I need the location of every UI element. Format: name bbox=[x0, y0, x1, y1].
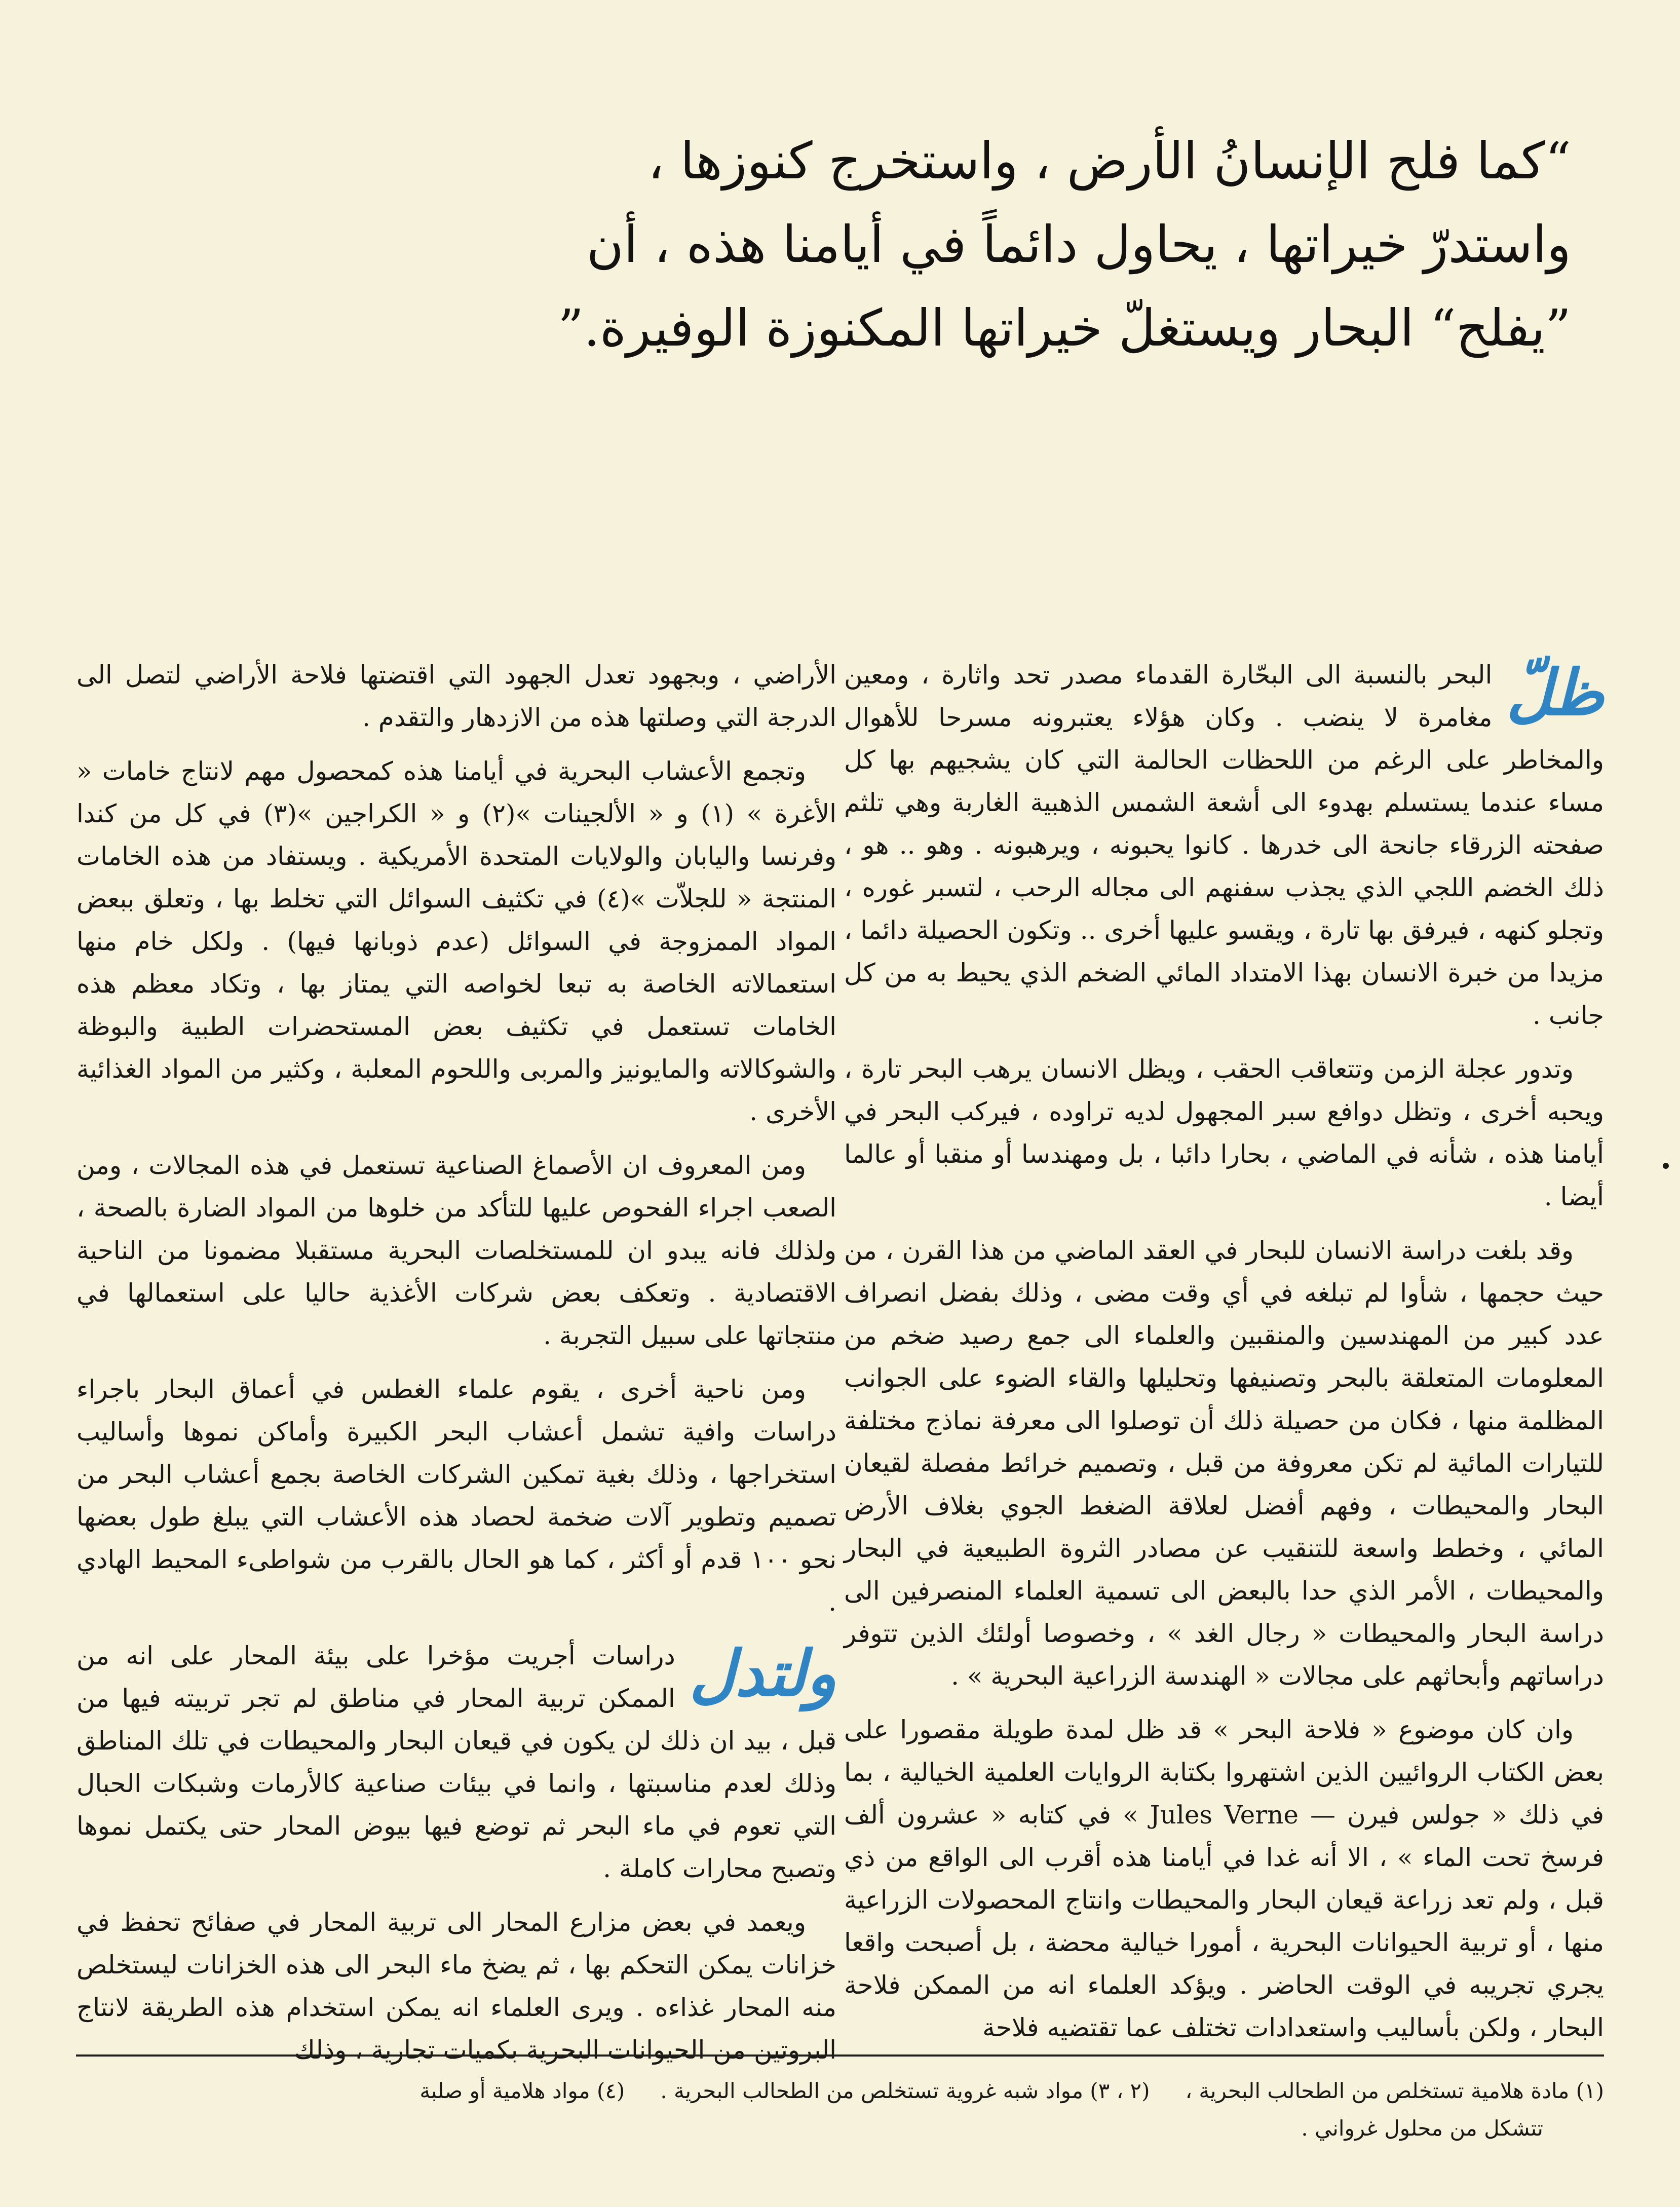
margin-mark bbox=[1663, 1163, 1669, 1169]
footnotes bbox=[76, 2072, 1604, 2147]
paragraph-text: البحر بالنسبة الى البحّارة القدماء مصدر تحد واثارة ، ومعين مغامرة لا ينضب . وكان هؤلاء يعتبرونه مسرحا للأهوال والمخاطر على الرغم من اللحظات الحالمة التي كان يشجيهم بها كل مساء عندما يستسلم بهدوء الى أشعة الشمس الذهبية الغاربة وهي تلثم صفحته الزرقاء جانحة الى خدرها . كانوا يحبونه ، ويرهبونه . وهو .. هو ، ذلك الخضم اللجي الذي يجذب سفنهم الى مجاله الرحب ، لتسبر غوره ، وتجلو كنهه ، فيرفق بها تارة ، ويقسو عليها أخرى .. وتكون الحصيلة دائما ، مزيدا من خبرة الانسان بهذا الامتداد المائي الضخم الذي يحيط به من كل جانب . bbox=[844, 660, 1604, 1030]
footnote-1: (١) مادة هلامية تستخلص من الطحالب البحرية ، bbox=[1185, 2078, 1604, 2103]
article-paragraph-oysters bbox=[77, 1634, 836, 1890]
drop-cap-word: ولتدل bbox=[689, 1637, 836, 1710]
footnote-2-3: (٢ ، ٣) مواد شبه غروية تستخلص من الطحالب البحرية . bbox=[660, 2078, 1150, 2103]
headline-quote bbox=[548, 119, 1571, 370]
headline-line-1: “كما فلح الإنسانُ الأرض ، واستخرج كنوزها ، bbox=[647, 131, 1571, 191]
article-paragraph: وان كان موضوع « فلاحة البحر » قد ظل لمدة طويلة مقصورا على بعض الكتاب الروائيين الذين اشتهروا بكتابة الروايات العلمية الخيالية ، بما في ذلك « جولس فيرن — Jules Verne » في كتابه « عشرون ألف فرسخ تحت الماء » ، الا أنه غدا في أيامنا هذه أقرب الى الواقع من ذي قبل ، ولم تعد زراعة قيعان البحار والمحيطات وانتاج المحصولات الزراعية منها ، أو تربية الحيوانات البحرية ، أمورا خيالية محضة ، بل أصبحت واقعا يجري تجريبه في الوقت الحاضر . ويؤكد العلماء انه من الممكن فلاحة البحار ، ولكن بأساليب واستعدادات تختلف عما تقتضيه فلاحة bbox=[844, 1715, 1604, 2042]
article-column-right bbox=[844, 654, 1604, 2060]
article-paragraph: ومن المعروف ان الأصماغ الصناعية تستعمل في هذه المجالات ، ومن الصعب اجراء الفحوص عليها للتأكد من خلوها من المواد الضارة بالصحة ، ولذلك فانه يبدو ان للمستخلصات البحرية مستقبلا مضمونا من الناحية الاقتصادية . وتعكف بعض شركات الأغذية حاليا على استعمالها في منتجاتها على سبيل التجربة . bbox=[77, 1151, 836, 1350]
article-paragraph-opening bbox=[844, 654, 1604, 1037]
article-paragraph: الأراضي ، وبجهود تعدل الجهود التي اقتضتها فلاحة الأراضي لتصل الى الدرجة التي وصلتها هذه من الازدهار والتقدم . bbox=[77, 660, 836, 732]
headline-line-3: ”يفلح“ البحار ويستغلّ خيراتها المكنوزة الوفيرة.” bbox=[558, 298, 1571, 358]
footnote-rule bbox=[76, 2054, 1604, 2057]
article-column-left bbox=[77, 654, 836, 2082]
footnote-4: (٤) مواد هلامية أو صلبة bbox=[419, 2078, 625, 2103]
article-paragraph: وتدور عجلة الزمن وتتعاقب الحقب ، ويظل الانسان يرهب البحر تارة ، ويحبه أخرى ، وتظل دوافع سبر المجهول لديه تراوده ، فيركب البحر في أيامنا هذه ، شأنه في الماضي ، بحارا دائبا ، بل ومهندسا أو منقبا أو عالما أيضا . bbox=[844, 1054, 1604, 1211]
paragraph-text: دراسات أجريت مؤخرا على بيئة المحار على انه من الممكن تربية المحار في مناطق لم تجر تربيته فيها من قبل ، بيد ان ذلك لن يكون في قيعان البحار والمحيطات في تلك المناطق وذلك لعدم مناسبتها ، وانما في بيئات صناعية كالأرمات وشبكات الحبال التي تعوم في ماء البحر ثم توضع فيها بيوض المحار حتى يكتمل نموها وتصبح محارات كاملة . bbox=[77, 1641, 836, 1883]
footnote-row bbox=[76, 2072, 1604, 2110]
drop-cap-word: ظلّ bbox=[1506, 656, 1604, 730]
article-paragraph: وقد بلغت دراسة الانسان للبحار في العقد الماضي من هذا القرن ، من حيث حجمها ، شأوا لم تبلغه في أي وقت مضى ، وذلك بفضل انصراف عدد كبير من المهندسين والمنقبين والعلماء الى جمع رصيد ضخم من المعلومات المتعلقة بالبحر وتصنيفها وتحليلها والقاء الضوء على الجوانب المظلمة منها ، فكان من حصيلة ذلك أن توصلوا الى معرفة نماذج مختلفة للتيارات المائية لم تكن معروفة من قبل ، وتصميم خرائط مفصلة لقيعان البحار والمحيطات ، وفهم أفضل لعلاقة الضغط الجوي بغلاف الأرض المائي ، وخطط واسعة للتنقيب عن مصادر الثروة الطبيعية في البحار والمحيطات ، الأمر الذي حدا بالبعض الى تسمية العلماء المنصرفين الى دراسة البحار والمحيطات « رجال الغد » ، وخصوصا أولئك الذين تتوفر دراساتهم وأبحاثهم على مجالات « الهندسة الزراعية البحرية » . bbox=[844, 1236, 1604, 1691]
article-paragraph: ويعمد في بعض مزارع المحار الى تربية المحار في صفائح تحفظ في خزانات يمكن التحكم بها ، ثم يضخ ماء البحر الى هذه الخزانات ليستخلص منه المحار غذاءه . ويرى العلماء انه يمكن استخدام هذه الطريقة لانتاج البروتين من الحيوانات البحرية بكميات تجارية ، وذلك bbox=[77, 1908, 836, 2065]
article-paragraph: وتجمع الأعشاب البحرية في أيامنا هذه كمحصول مهم لانتاج خامات « الأغرة » (١) و « الألجينات »(٢) و « الكراجين »(٣) في كل من كندا وفرنسا واليابان والولايات المتحدة الأمريكية . ويستفاد من هذه الخامات المنتجة « للجلاّت »(٤) في تكثيف السوائل التي تخلط بها ، وتعلق ببعض المواد الممزوجة في السوائل (عدم ذوبانها فيها) . ولكل خام منها استعمالاته الخاصة به تبعا لخواصه التي يمتاز بها ، وتكاد معظم هذه الخامات تستعمل في تكثيف بعض المستحضرات الطبية والبوظة والشوكالاته والمايونيز والمربى واللحوم المعلبة ، وكثير من المواد الغذائية الأخرى . bbox=[77, 756, 836, 1126]
footnote-continuation: تتشكل من محلول غرواني . bbox=[1301, 2116, 1543, 2141]
article-paragraph: ومن ناحية أخرى ، يقوم علماء الغطس في أعماق البحار باجراء دراسات وافية تشمل أعشاب البحر الكبيرة وأماكن نموها وأساليب استخراجها ، وذلك بغية تمكين الشركات الخاصة بجمع أعشاب البحر من تصميم وتطوير آلات ضخمة لحصاد هذه الأعشاب التي يبلغ طول بعضها نحو ١٠٠ قدم أو أكثر ، كما هو الحال بالقرب من شواطىء المحيط الهادي . bbox=[77, 1375, 837, 1617]
headline-line-2: واستدرّ خيراتها ، يحاول دائماً في أيامنا هذه ، أن bbox=[586, 215, 1571, 274]
